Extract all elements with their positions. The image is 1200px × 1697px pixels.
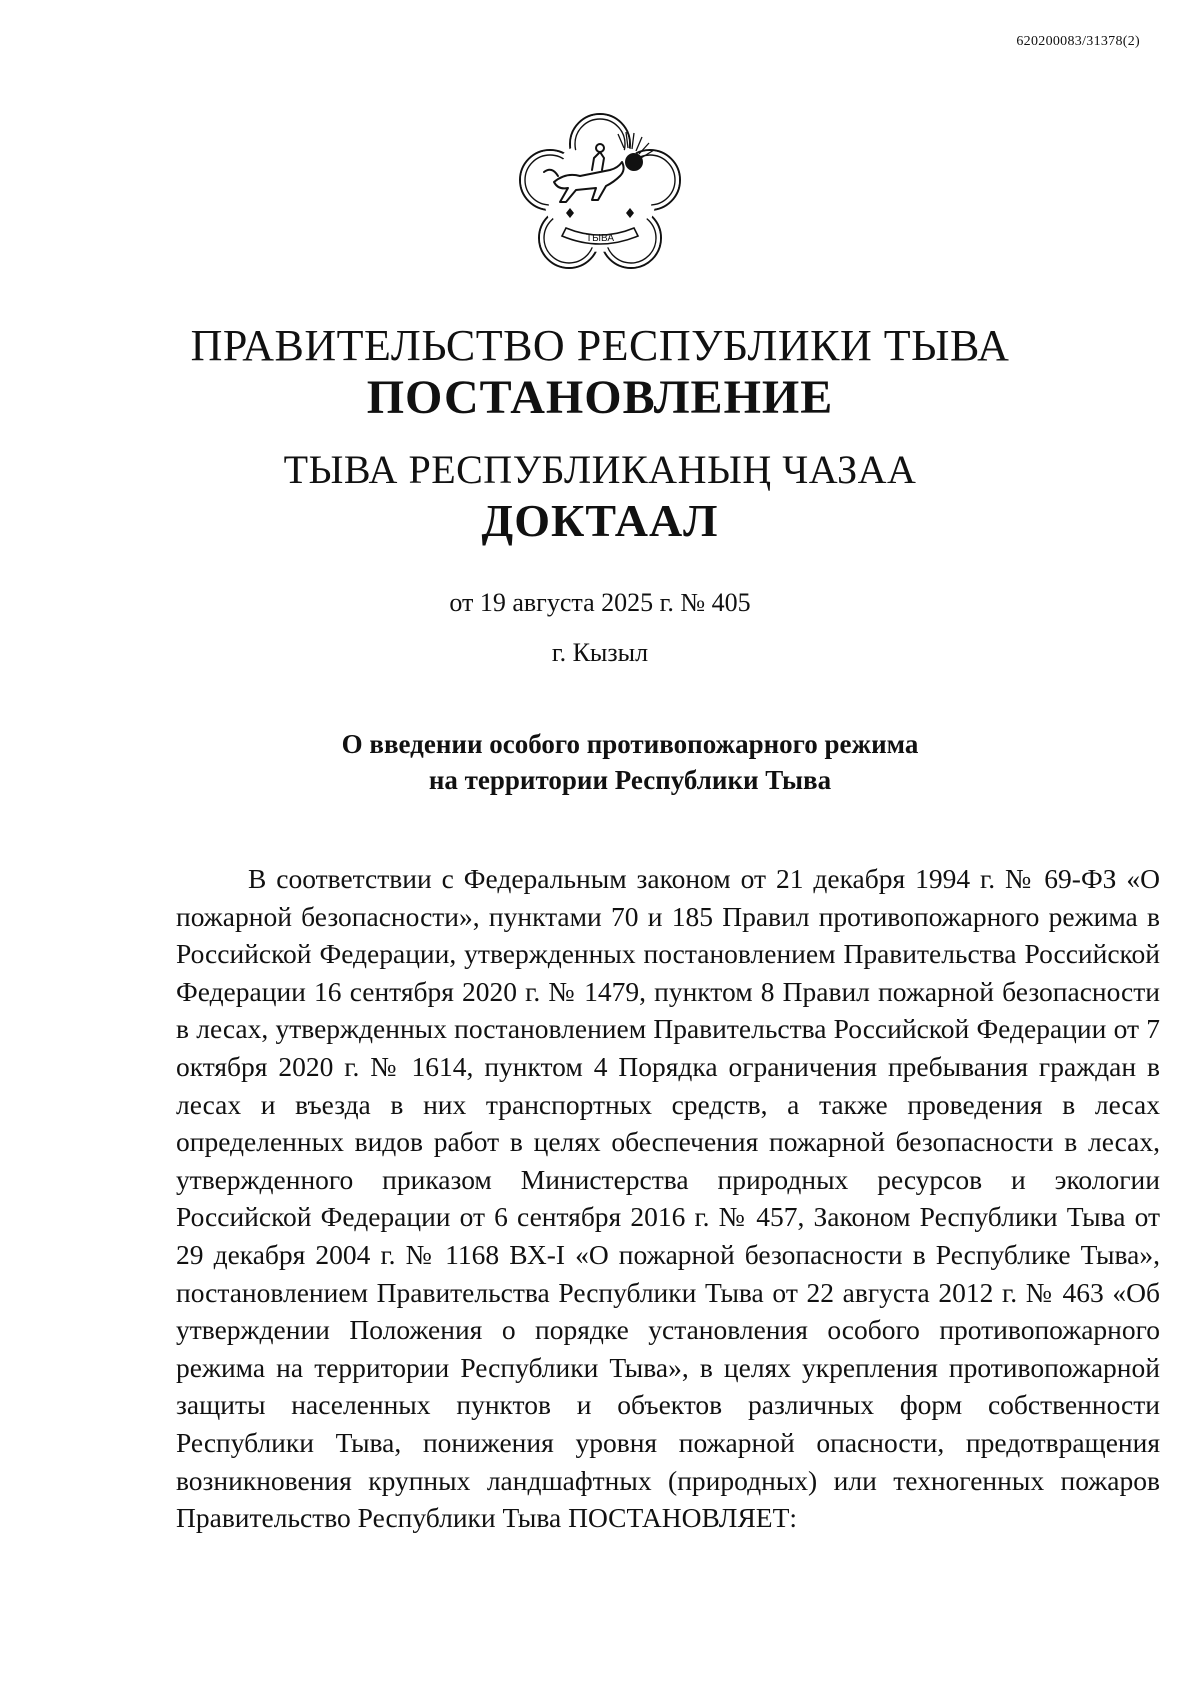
document-title-line-2: на территории Республики Тыва — [428, 765, 832, 795]
document-title-line-1: О введении особого противопожарного режима — [341, 729, 919, 759]
city: г. Кызыл — [551, 638, 649, 667]
government-name-tuvan: ТЫВА РЕСПУБЛИКАНЫҢ ЧАЗАА — [283, 447, 917, 492]
emblem-text: ТЫВА — [586, 233, 614, 244]
document-title — [0, 726, 1200, 798]
coat-of-arms-emblem — [514, 110, 686, 282]
government-name-ru: ПРАВИТЕЛЬСТВО РЕСПУБЛИКИ ТЫВА — [190, 321, 1010, 370]
date-and-number: от 19 августа 2025 г. № 405 — [449, 588, 751, 617]
resolution-heading-ru: ПОСТАНОВЛЕНИЕ — [366, 371, 834, 424]
body-paragraph: В соответствии с Федеральным законом от 21 декабря 1994 г. № 69-ФЗ «О пожарной безопасности», пунктами 70 и 185 Правил противопожарного режима в Российской Федерации, утвержденных постановлением Правительства Российской Федерации 16 сентября 2020 г. № 1479, пунктом 8 Правил пожарной безопасности в лесах, утвержденных постановлением Правительства Российской Федерации от 7 октября 2020 г. № 1614, пунктом 4 Порядка ограничения пребывания граждан в лесах и въезда в них транспортных средств, а также проведения в лесах определенных видов работ в целях обеспечения пожарной безопасности в лесах, утвержденного приказом Министерства природных ресурсов и экологии Российской Федерации от 6 сентября 2016 г. № 457, Законом Республики Тыва от 29 декабря 2004 г. № 1168 ВХ-I «О пожарной безопасности в Республике Тыва», постановлением Правительства Республики Тыва от 22 августа 2012 г. № 463 «Об утверждении Положения о порядке установления особого противопожарного режима на территории Республики Тыва», в целях укрепления противопожарной защиты населенных пунктов и объектов различных форм собственности Республики Тыва, понижения уровня пожарной опасности, предотвращения возникновения крупных ландшафтных (природных) или техногенных пожаров Правительство Республики Тыва ПОСТАНОВЛЯЕТ: — [176, 863, 1160, 1534]
document-number: 620200083/31378(2) — [1016, 34, 1140, 49]
resolution-heading-tuvan: ДОКТААЛ — [481, 495, 719, 546]
